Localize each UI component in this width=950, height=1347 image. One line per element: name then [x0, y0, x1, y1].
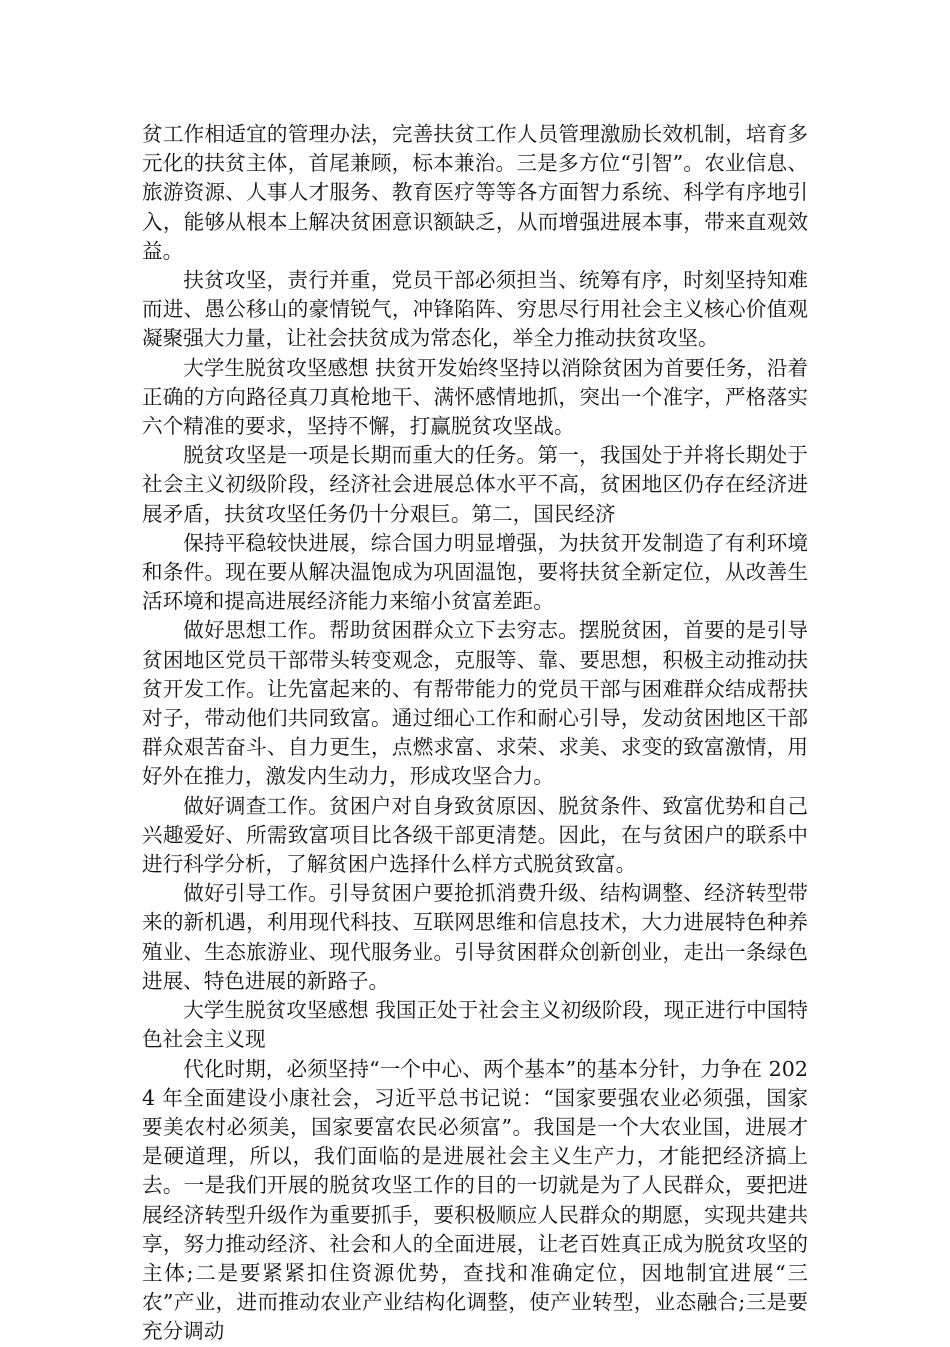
paragraph-9: 大学生脱贫攻坚感想 我国正处于社会主义初级阶段，现正进行中国特色社会主义现: [142, 998, 808, 1052]
paragraph-2: 扶贫攻坚，责行并重，党员干部必须担当、统筹有序，时刻坚持知难而进、愚公移山的豪情锐气，冲锋陷阵、穷思尽行用社会主义核心价值观凝聚强大力量，让社会扶贫成为常态化，举全力推动扶贫攻坚。: [142, 268, 808, 351]
paragraph-6: 做好思想工作。帮助贫困群众立下去穷志。摆脱贫困，首要的是引导贫困地区党员干部带头转变观念，克服等、靠、要思想，积极主动推动扶贫开发工作。让先富起来的、有帮带能力的党员干部与困难群众结成帮扶对子，带动他们共同致富。通过细心工作和耐心引导，发动贫困地区干部群众艰苦奋斗、自力更生，点燃求富、求荣、求美、求变的致富激情，用好外在推力，激发内生动力，形成攻坚合力。: [142, 618, 808, 789]
paragraph-4: 脱贫攻坚是一项是长期而重大的任务。第一，我国处于并将长期处于社会主义初级阶段，经济社会进展总体水平不高，贫困地区仍存在经济进展矛盾，扶贫攻坚任务仍十分艰巨。第二，国民经济: [142, 443, 808, 526]
paragraph-5: 保持平稳较快进展，综合国力明显增强，为扶贫开发制造了有利环境和条件。现在要从解决温饱成为巩固温饱，要将扶贫全新定位，从改善生活环境和提高进展经济能力来缩小贫富差距。: [142, 530, 808, 614]
paragraph-10: 代化时期，必须坚持“一个中心、两个基本”的基本分针，力争在 2024 年全面建设小康社会，习近平总书记说：“国家要强农业必须强，国家要美农村必须美，国家要富农民必须富”。我国是一个大农业国，进展才是硬道理，所以，我们面临的是进展社会主义生产力，才能把经济搞上去。一是我们开展的脱贫攻坚工作的目的一切就是为了人民群众，要把进展经济转型升级作为重要抓手，要积极顺应人民群众的期愿，实现共建共享，努力推动经济、社会和人的全面进展，让老百姓真正成为脱贫攻坚的主体;二是要紧紧扣住资源优势，查找和准确定位，因地制宜进展“三农”产业，进而推动农业产业结构化调整，使产业转型，业态融合;三是要充分调动: [142, 1056, 808, 1344]
paragraph-8: 做好引导工作。引导贫困户要抢抓消费升级、结构调整、经济转型带来的新机遇，利用现代科技、互联网思维和信息技术，大力进展特色种养殖业、生态旅游业、现代服务业。引导贫困群众创新创业，走出一条绿色进展、特色进展的新路子。: [142, 881, 808, 993]
paragraph-3: 大学生脱贫攻坚感想 扶贫开发始终坚持以消除贫困为首要任务，沿着正确的方向路径真刀真枪地干、满怀感情地抓，突出一个准字，严格落实六个精准的要求，坚持不懈，打赢脱贫攻坚战。: [142, 355, 808, 439]
document-body: [142, 120, 808, 1347]
paragraph-7: 做好调查工作。贫困户对自身致贫原因、脱贫条件、致富优势和自己兴趣爱好、所需致富项目比各级干部更清楚。因此，在与贫困户的联系中进行科学分析，了解贫困户选择什么样方式脱贫致富。: [142, 793, 808, 877]
paragraph-1: 贫工作相适宜的管理办法，完善扶贫工作人员管理激励长效机制，培育多元化的扶贫主体，首尾兼顾，标本兼治。三是多方位“引智”。农业信息、旅游资源、人事人才服务、教育医疗等等各方面智力系统、科学有序地引入，能够从根本上解决贫困意识额缺乏，从而增强进展本事，带来直观效益。: [142, 122, 808, 263]
